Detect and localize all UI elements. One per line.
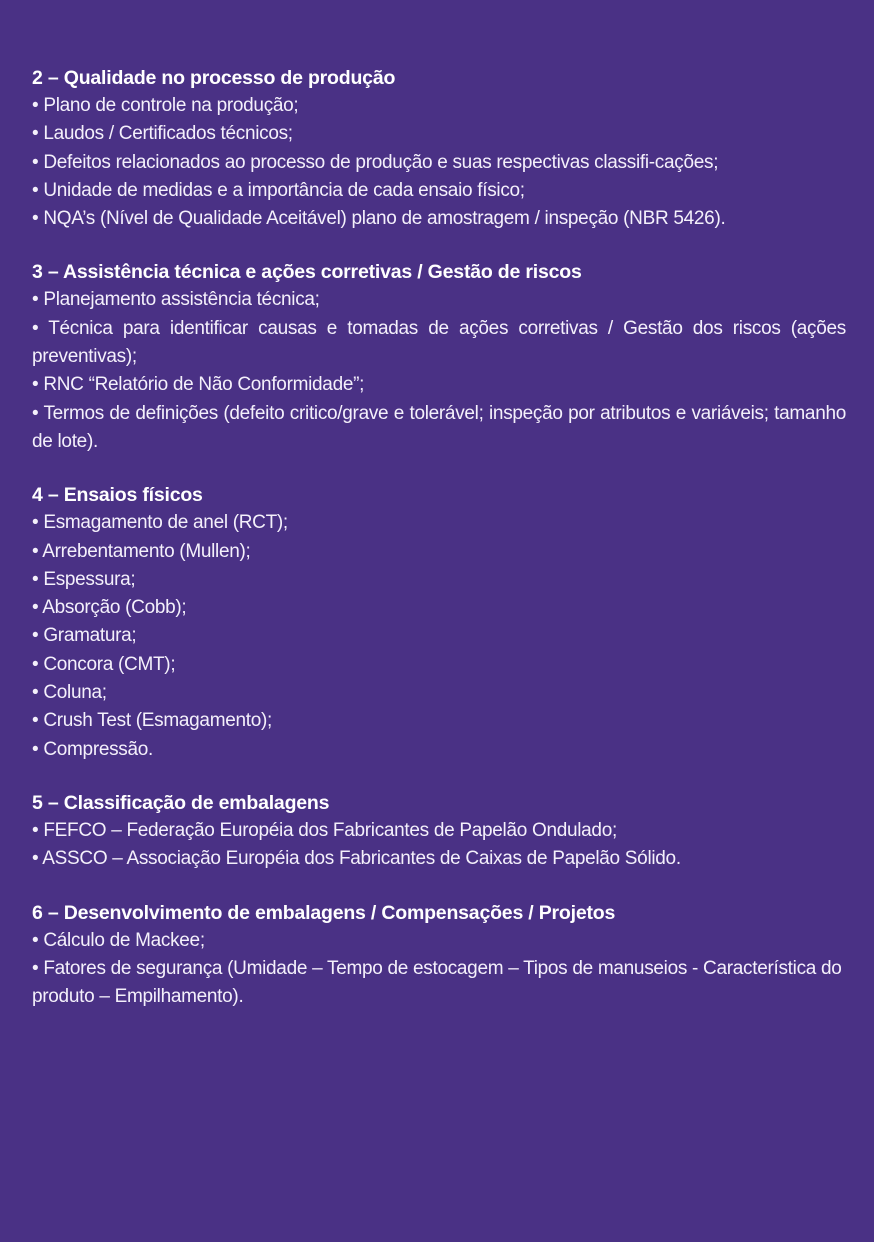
list-item: • Concora (CMT); [32, 653, 176, 675]
section-packaging-classification [32, 789, 846, 874]
list-item: • ASSCO – Associação Européia dos Fabricantes de Caixas de Papelão Sólido. [32, 848, 681, 870]
list-item: • Arrebentamento (Mullen); [32, 540, 251, 562]
list-item: • Laudos / Certificados técnicos; [32, 123, 293, 145]
list-item: • Termos de definições (defeito critico/grave e tolerável; inspeção por atributos e variáveis; tamanho de lote). [32, 402, 846, 452]
section-heading: 4 – Ensaios físicos [32, 484, 203, 507]
list-item: • Crush Test (Esmagamento); [32, 710, 273, 732]
list-item: • Cálculo de Mackee; [32, 929, 205, 951]
list-item: • Fatores de segurança (Umidade – Tempo de estocagem – Tipos de manuseios - Característica do produto – Empilhamento). [32, 957, 842, 1008]
section-quality-production [32, 64, 846, 233]
section-heading: 3 – Assistência técnica e ações corretivas / Gestão de riscos [32, 261, 582, 284]
section-packaging-development [32, 899, 846, 1012]
list-item [32, 149, 846, 177]
section-physical-tests [32, 481, 846, 764]
list-item: • Espessura; [32, 568, 136, 590]
section-heading: 5 – Classificação de embalagens [32, 791, 330, 814]
section-technical-assistance [32, 258, 846, 456]
list-item: • Gramatura; [32, 625, 137, 647]
list-item: • RNC “Relatório de Não Conformidade”; [32, 374, 365, 396]
section-heading: 6 – Desenvolvimento de embalagens / Compensações / Projetos [32, 901, 616, 924]
list-item: • Técnica para identificar causas e tomadas de ações corretivas / Gestão dos riscos (ações preventivas); [32, 317, 846, 368]
list-item: • Compressão. [32, 738, 154, 760]
list-item: • Unidade de medidas e a importância de cada ensaio físico; [32, 179, 525, 201]
list-item: • NQA’s (Nível de Qualidade Aceitável) plano de amostragem / inspeção (NBR 5426). [32, 208, 726, 230]
list-item: • Coluna; [32, 682, 107, 704]
list-item: • Plano de controle na produção; [32, 95, 299, 116]
section-heading: 2 – Qualidade no processo de produção [32, 67, 396, 89]
list-item: • Planejamento assistência técnica; [32, 289, 320, 311]
list-item-text: • Defeitos relacionados ao processo de produção e suas respectivas classifi-cações; [32, 151, 719, 173]
list-item: • Absorção (Cobb); [32, 597, 187, 619]
list-item: • Esmagamento de anel (RCT); [32, 512, 288, 534]
list-item: • FEFCO – Federação Européia dos Fabricantes de Papelão Ondulado; [32, 819, 617, 841]
